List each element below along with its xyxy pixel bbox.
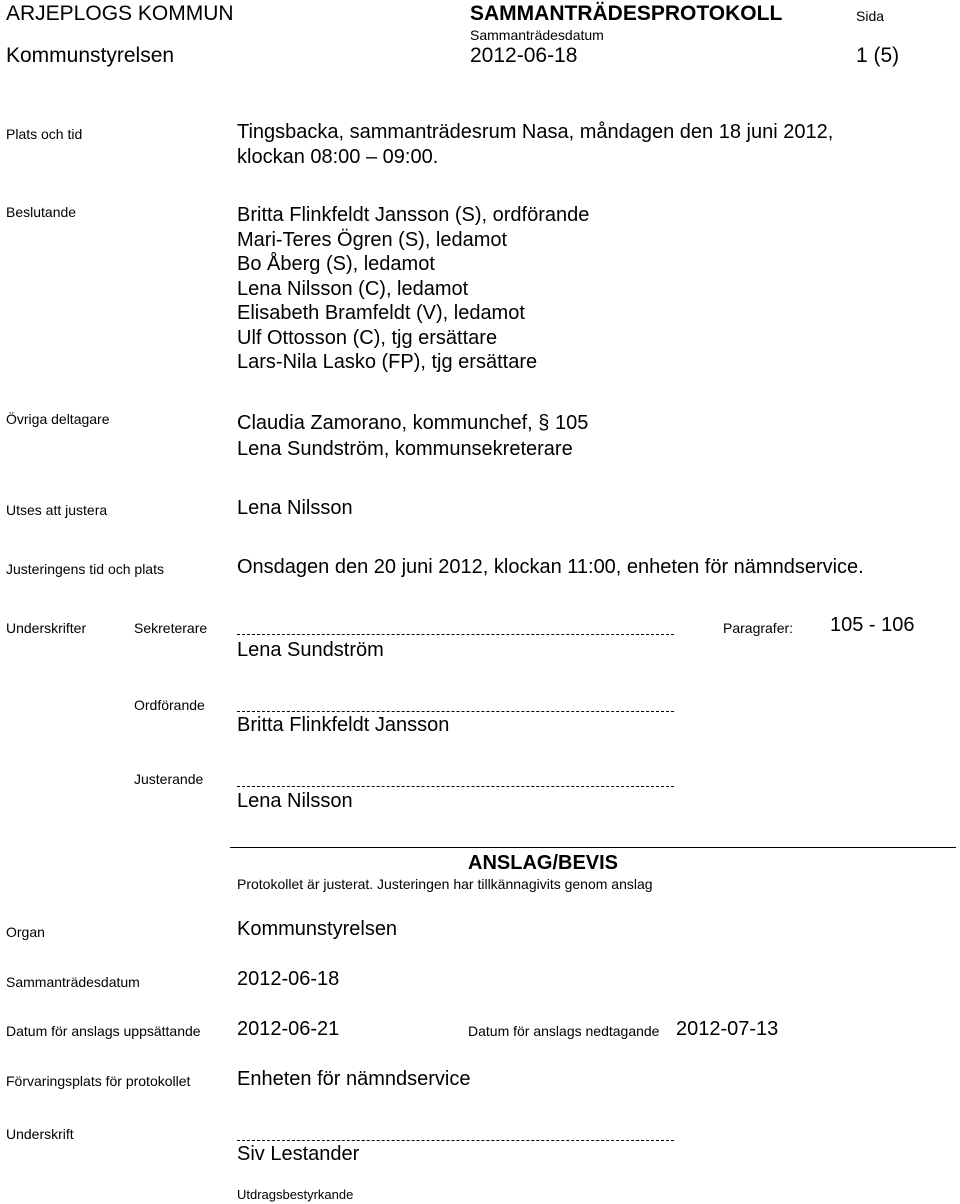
chair-name: Britta Flinkfeldt Jansson [237,714,450,736]
member-1: Britta Flinkfeldt Jansson (S), ordförande [237,204,590,226]
posting-date-value: 2012-06-21 [237,1018,340,1040]
storage-label: Förvaringsplats för protokollet [6,1073,191,1089]
other-participant-2: Lena Sundström, kommunsekreterare [237,438,573,460]
removal-date-value: 2012-07-13 [676,1018,779,1040]
place-time-line2: klockan 08:00 – 09:00. [237,146,439,168]
storage-value: Enheten för nämndservice [237,1068,471,1090]
signature-label: Underskrift [6,1126,74,1142]
page-label: Sida [856,8,885,24]
page-number: 1 (5) [856,44,900,67]
adjustment-value: Onsdagen den 20 juni 2012, klockan 11:00, enheten för nämndservice. [237,556,864,578]
organ-label: Organ [6,924,45,940]
paragraphs-label: Paragrafer: [723,620,794,636]
other-participant-1 [237,412,588,435]
adjuster-signature-line [237,786,674,787]
adjuster-sign-label: Justerande [134,771,204,787]
committee-name: Kommunstyrelsen [6,44,175,67]
document-type: SAMMANTRÄDESPROTOKOLL [470,2,783,25]
adjuster-name: Lena Nilsson [237,497,353,519]
place-time-label: Plats och tid [6,126,83,142]
meeting-date-label: Sammanträdesdatum [470,27,604,43]
anslag-subtitle: Protokollet är justerat. Justeringen har tillkännagivits genom anslag [237,876,653,892]
anslag-date-value: 2012-06-18 [237,968,340,990]
paragraphs-value: 105 - 106 [830,614,915,636]
signature-line [237,1140,674,1141]
chair-signature-line [237,711,674,712]
other-participants-label: Övriga deltagare [6,411,110,427]
organ-value: Kommunstyrelsen [237,918,398,940]
secretary-name: Lena Sundström [237,639,384,661]
member-3: Bo Åberg (S), ledamot [237,253,435,275]
member-7: Lars-Nila Lasko (FP), tjg ersättare [237,351,538,373]
secretary-signature-line [237,634,674,635]
signatures-label: Underskrifter [6,620,87,636]
member-5: Elisabeth Bramfeldt (V), ledamot [237,302,525,324]
anslag-title: ANSLAG/BEVIS [468,852,619,874]
decision-makers-label: Beslutande [6,204,77,220]
decision-makers-list [237,203,589,375]
adjuster-label: Utses att justera [6,502,108,518]
posting-date-label: Datum för anslags uppsättande [6,1023,201,1039]
extract-certification-label: Utdragsbestyrkande [237,1187,354,1202]
chair-label: Ordförande [134,697,205,713]
secretary-label: Sekreterare [134,620,208,636]
meeting-date: 2012-06-18 [470,44,578,67]
member-4: Lena Nilsson (C), ledamot [237,277,469,300]
anslag-divider [230,847,956,848]
adjustment-label: Justeringens tid och plats [6,561,164,577]
member-6: Ulf Ottosson (C), tjg ersättare [237,326,498,349]
member-2: Mari-Teres Ögren (S), ledamot [237,228,508,251]
removal-date-label: Datum för anslags nedtagande [468,1023,660,1039]
adjuster-sign-name: Lena Nilsson [237,790,353,812]
org-name: ARJEPLOGS KOMMUN [6,2,234,25]
place-time-line1: Tingsbacka, sammanträdesrum Nasa, måndagen den 18 juni 2012, [237,121,834,143]
anslag-date-label: Sammanträdesdatum [6,974,140,990]
other-participant-1-name: Claudia Zamorano, kommunchef, [237,412,533,434]
other-participant-1-section: § 105 [538,412,589,434]
signature-name: Siv Lestander [237,1143,360,1165]
